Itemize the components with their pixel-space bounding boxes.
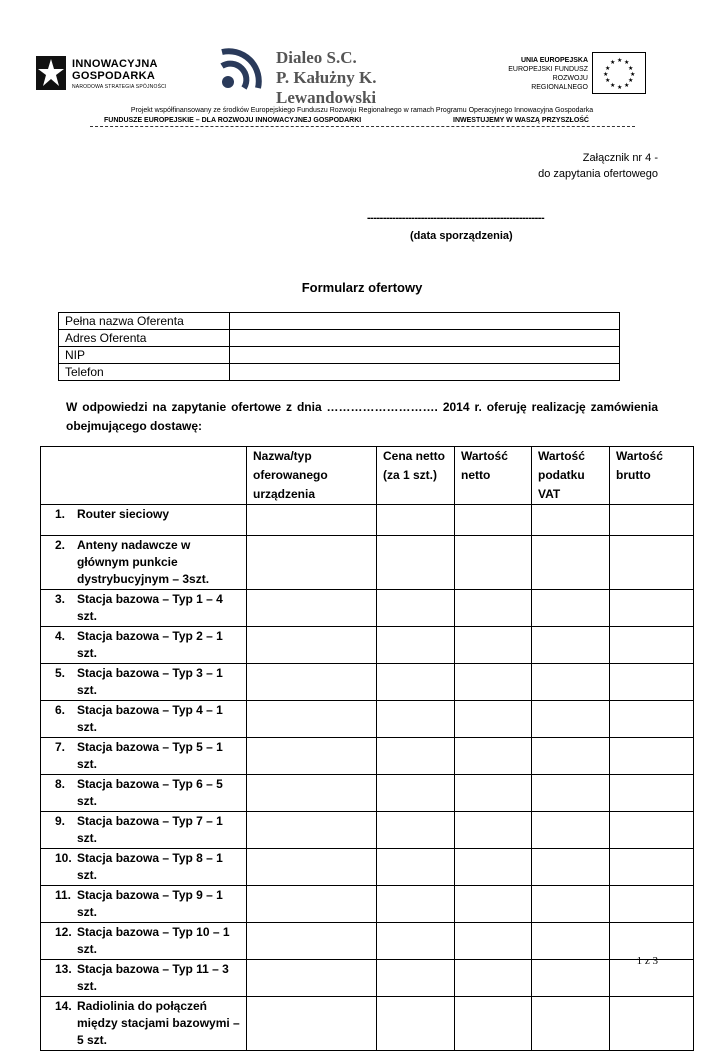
value-cell[interactable] xyxy=(377,664,455,701)
ig-logo-line3: NARODOWA STRATEGIA SPÓJNOŚCI xyxy=(72,84,167,90)
column-header: Wartość brutto xyxy=(610,447,694,505)
info-label: NIP xyxy=(59,347,230,364)
dialeo-owners: P. Kałużny K. Lewandowski xyxy=(276,68,377,107)
item-number: 3. xyxy=(55,592,66,606)
svg-text:★: ★ xyxy=(617,84,623,91)
info-value-cell[interactable] xyxy=(230,364,620,381)
eu-logo xyxy=(500,50,650,100)
value-cell[interactable] xyxy=(532,701,610,738)
value-cell[interactable] xyxy=(532,775,610,812)
offer-paragraph: W odpowiedzi na zapytanie ofertowe z dnia ………………………. 2014 r. oferuję realizację zamówienia obejmującego dostawę: xyxy=(66,400,658,433)
table-row xyxy=(41,664,694,701)
page-number: 1 z 3 xyxy=(636,955,658,967)
value-cell[interactable] xyxy=(610,536,694,590)
date-label: (data sporządzenia) xyxy=(410,230,513,242)
item-cell xyxy=(41,775,247,812)
eu-logo-line3: ROZWOJU REGIONALNEGO xyxy=(531,75,588,91)
value-cell[interactable] xyxy=(610,849,694,886)
table-row xyxy=(41,627,694,664)
value-cell[interactable] xyxy=(377,505,455,536)
item-number: 14. xyxy=(55,999,72,1013)
value-cell[interactable] xyxy=(247,738,377,775)
value-cell[interactable] xyxy=(377,812,455,849)
column-header: Cena netto (za 1 szt.) xyxy=(377,447,455,505)
star-logo-icon xyxy=(36,56,66,90)
item-cell xyxy=(41,886,247,923)
item-cell xyxy=(41,505,247,536)
offer-table xyxy=(40,446,694,1051)
value-cell[interactable] xyxy=(377,590,455,627)
table-row xyxy=(59,330,620,347)
value-cell[interactable] xyxy=(610,738,694,775)
item-number: 8. xyxy=(55,777,66,791)
value-cell[interactable] xyxy=(247,505,377,536)
item-cell xyxy=(41,960,247,997)
item-description: Stacja bazowa – Typ 10 – 1 szt. xyxy=(77,925,230,956)
value-cell[interactable] xyxy=(247,923,377,960)
item-number: 11. xyxy=(55,888,72,902)
value-cell[interactable] xyxy=(455,960,532,997)
value-cell[interactable] xyxy=(455,886,532,923)
item-cell xyxy=(41,812,247,849)
eu-logo-line2: EUROPEJSKI FUNDUSZ xyxy=(508,66,588,73)
value-cell[interactable] xyxy=(247,536,377,590)
offer-table-body xyxy=(41,505,694,1051)
project-cofinancing-line: Projekt współfinansowany ze środków Europejskiego Funduszu Rozwoju Regionalnego w ramach Programu Operacyjnego Innowacyjna Gospodarka xyxy=(130,107,594,114)
value-cell[interactable] xyxy=(455,505,532,536)
value-cell[interactable] xyxy=(247,627,377,664)
value-cell[interactable] xyxy=(532,664,610,701)
item-cell xyxy=(41,664,247,701)
value-cell[interactable] xyxy=(610,664,694,701)
table-row xyxy=(59,364,620,381)
value-cell[interactable] xyxy=(610,627,694,664)
table-row xyxy=(41,960,694,997)
value-cell[interactable] xyxy=(455,701,532,738)
svg-text:★: ★ xyxy=(628,65,634,72)
value-cell[interactable] xyxy=(247,960,377,997)
item-description: Stacja bazowa – Typ 1 – 4 szt. xyxy=(77,592,223,623)
value-cell[interactable] xyxy=(455,738,532,775)
wireless-signal-icon xyxy=(216,46,266,92)
value-cell[interactable] xyxy=(377,536,455,590)
info-label: Telefon xyxy=(59,364,230,381)
value-cell[interactable] xyxy=(377,923,455,960)
table-row xyxy=(41,590,694,627)
value-cell[interactable] xyxy=(377,960,455,997)
table-row xyxy=(41,775,694,812)
table-row xyxy=(41,701,694,738)
item-cell xyxy=(41,923,247,960)
item-cell xyxy=(41,536,247,590)
value-cell[interactable] xyxy=(532,536,610,590)
ig-logo-line2: GOSPODARKA xyxy=(72,70,156,82)
item-number: 5. xyxy=(55,666,66,680)
value-cell[interactable] xyxy=(532,505,610,536)
value-cell[interactable] xyxy=(532,849,610,886)
table-row xyxy=(41,536,694,590)
item-description: Stacja bazowa – Typ 6 – 5 szt. xyxy=(77,777,223,808)
value-cell[interactable] xyxy=(455,775,532,812)
item-number: 7. xyxy=(55,740,66,754)
value-cell[interactable] xyxy=(377,849,455,886)
item-number: 12. xyxy=(55,925,72,939)
svg-text:★: ★ xyxy=(603,71,609,78)
item-description: Stacja bazowa – Typ 8 – 1 szt. xyxy=(77,851,223,882)
value-cell[interactable] xyxy=(610,701,694,738)
item-description: Stacja bazowa – Typ 5 – 1 szt. xyxy=(77,740,223,771)
item-cell xyxy=(41,738,247,775)
value-cell[interactable] xyxy=(247,701,377,738)
info-value-cell[interactable] xyxy=(230,313,620,330)
value-cell[interactable] xyxy=(532,923,610,960)
value-cell[interactable] xyxy=(247,590,377,627)
item-description: Anteny nadawcze w głównym punkcie dystrybucyjnym – 3szt. xyxy=(77,538,210,586)
page-title: Formularz ofertowy xyxy=(301,280,423,295)
item-description: Router sieciowy xyxy=(77,507,170,521)
header-divider xyxy=(90,126,635,127)
value-cell[interactable] xyxy=(377,775,455,812)
item-number: 9. xyxy=(55,814,66,828)
svg-text:★: ★ xyxy=(610,82,616,89)
item-number: 1. xyxy=(55,507,66,521)
table-row xyxy=(41,812,694,849)
eu-flag-icon xyxy=(592,52,646,94)
info-value-cell[interactable] xyxy=(230,347,620,364)
item-number: 2. xyxy=(55,538,66,552)
svg-text:★: ★ xyxy=(605,77,611,84)
value-cell[interactable] xyxy=(532,886,610,923)
svg-text:★: ★ xyxy=(624,82,630,89)
value-cell[interactable] xyxy=(532,738,610,775)
svg-text:★: ★ xyxy=(624,59,630,66)
info-label: Pełna nazwa Oferenta xyxy=(59,313,230,330)
info-label: Adres Oferenta xyxy=(59,330,230,347)
value-cell[interactable] xyxy=(532,960,610,997)
dialeo-logo xyxy=(216,46,466,107)
item-number: 4. xyxy=(55,629,66,643)
table-row xyxy=(41,923,694,960)
value-cell[interactable] xyxy=(532,812,610,849)
item-description: Stacja bazowa – Typ 2 – 1 szt. xyxy=(77,629,223,660)
value-cell[interactable] xyxy=(532,590,610,627)
svg-text:★: ★ xyxy=(617,57,623,64)
item-description: Stacja bazowa – Typ 7 – 1 szt. xyxy=(77,814,223,845)
value-cell[interactable] xyxy=(247,664,377,701)
info-value-cell[interactable] xyxy=(230,330,620,347)
table-row xyxy=(59,347,620,364)
value-cell[interactable] xyxy=(455,627,532,664)
column-header xyxy=(41,447,247,505)
item-description: Stacja bazowa – Typ 3 – 1 szt. xyxy=(77,666,223,697)
table-row xyxy=(41,886,694,923)
value-cell[interactable] xyxy=(455,664,532,701)
dialeo-name: Dialeo S.C. xyxy=(276,48,357,67)
table-row xyxy=(41,849,694,886)
item-cell xyxy=(41,701,247,738)
item-description: Stacja bazowa – Typ 4 – 1 szt. xyxy=(77,703,223,734)
value-cell[interactable] xyxy=(610,886,694,923)
value-cell[interactable] xyxy=(455,923,532,960)
funds-slogan-right: INWESTUJEMY W WASZĄ PRZYSZŁOŚĆ xyxy=(453,117,589,124)
value-cell[interactable] xyxy=(455,812,532,849)
svg-text:★: ★ xyxy=(605,65,611,72)
item-number: 10. xyxy=(55,851,72,865)
value-cell[interactable] xyxy=(455,536,532,590)
column-header: Wartość netto xyxy=(455,447,532,505)
item-cell xyxy=(41,627,247,664)
table-row xyxy=(41,505,694,536)
value-cell[interactable] xyxy=(377,701,455,738)
bidder-info-table xyxy=(58,312,620,381)
item-cell xyxy=(41,590,247,627)
table-row xyxy=(41,738,694,775)
eu-logo-line1: UNIA EUROPEJSKA xyxy=(520,57,588,64)
svg-text:★: ★ xyxy=(628,77,634,84)
value-cell[interactable] xyxy=(610,590,694,627)
date-dotted-line: -------------------------------------------------------- xyxy=(367,212,545,224)
value-cell[interactable] xyxy=(610,775,694,812)
value-cell[interactable] xyxy=(377,627,455,664)
item-description: Stacja bazowa – Typ 11 – 3 szt. xyxy=(77,962,229,993)
table-header-row xyxy=(41,447,694,505)
innowacyjna-gospodarka-logo xyxy=(30,46,180,104)
value-cell[interactable] xyxy=(455,590,532,627)
item-number: 13. xyxy=(55,962,72,976)
item-description: Stacja bazowa – Typ 9 – 1 szt. xyxy=(77,888,223,919)
value-cell[interactable] xyxy=(377,738,455,775)
svg-text:★: ★ xyxy=(610,59,616,66)
value-cell[interactable] xyxy=(247,812,377,849)
item-cell xyxy=(41,849,247,886)
item-number: 6. xyxy=(55,703,66,717)
value-cell[interactable] xyxy=(532,627,610,664)
value-cell[interactable] xyxy=(610,923,694,960)
attachment-description: do zapytania ofertowego xyxy=(538,168,658,180)
attachment-number: Załącznik nr 4 - xyxy=(582,152,658,164)
table-row xyxy=(59,313,620,330)
value-cell[interactable] xyxy=(247,775,377,812)
funds-slogan-left: FUNDUSZE EUROPEJSKIE – DLA ROZWOJU INNOWACYJNEJ GOSPODARKI xyxy=(104,117,362,124)
value-cell[interactable] xyxy=(247,849,377,886)
ig-logo-line1: INNOWACYJNA xyxy=(72,58,158,70)
column-header: Nazwa/typ oferowanego urządzenia xyxy=(247,447,377,505)
value-cell[interactable] xyxy=(455,849,532,886)
svg-text:★: ★ xyxy=(630,71,636,78)
value-cell[interactable] xyxy=(610,505,694,536)
item-description: Radiolinia do połączeń między stacjami bazowymi – 5 szt. xyxy=(77,999,240,1047)
value-cell[interactable] xyxy=(377,886,455,923)
value-cell[interactable] xyxy=(247,886,377,923)
column-header: Wartość podatku VAT xyxy=(532,447,610,505)
value-cell[interactable] xyxy=(610,812,694,849)
